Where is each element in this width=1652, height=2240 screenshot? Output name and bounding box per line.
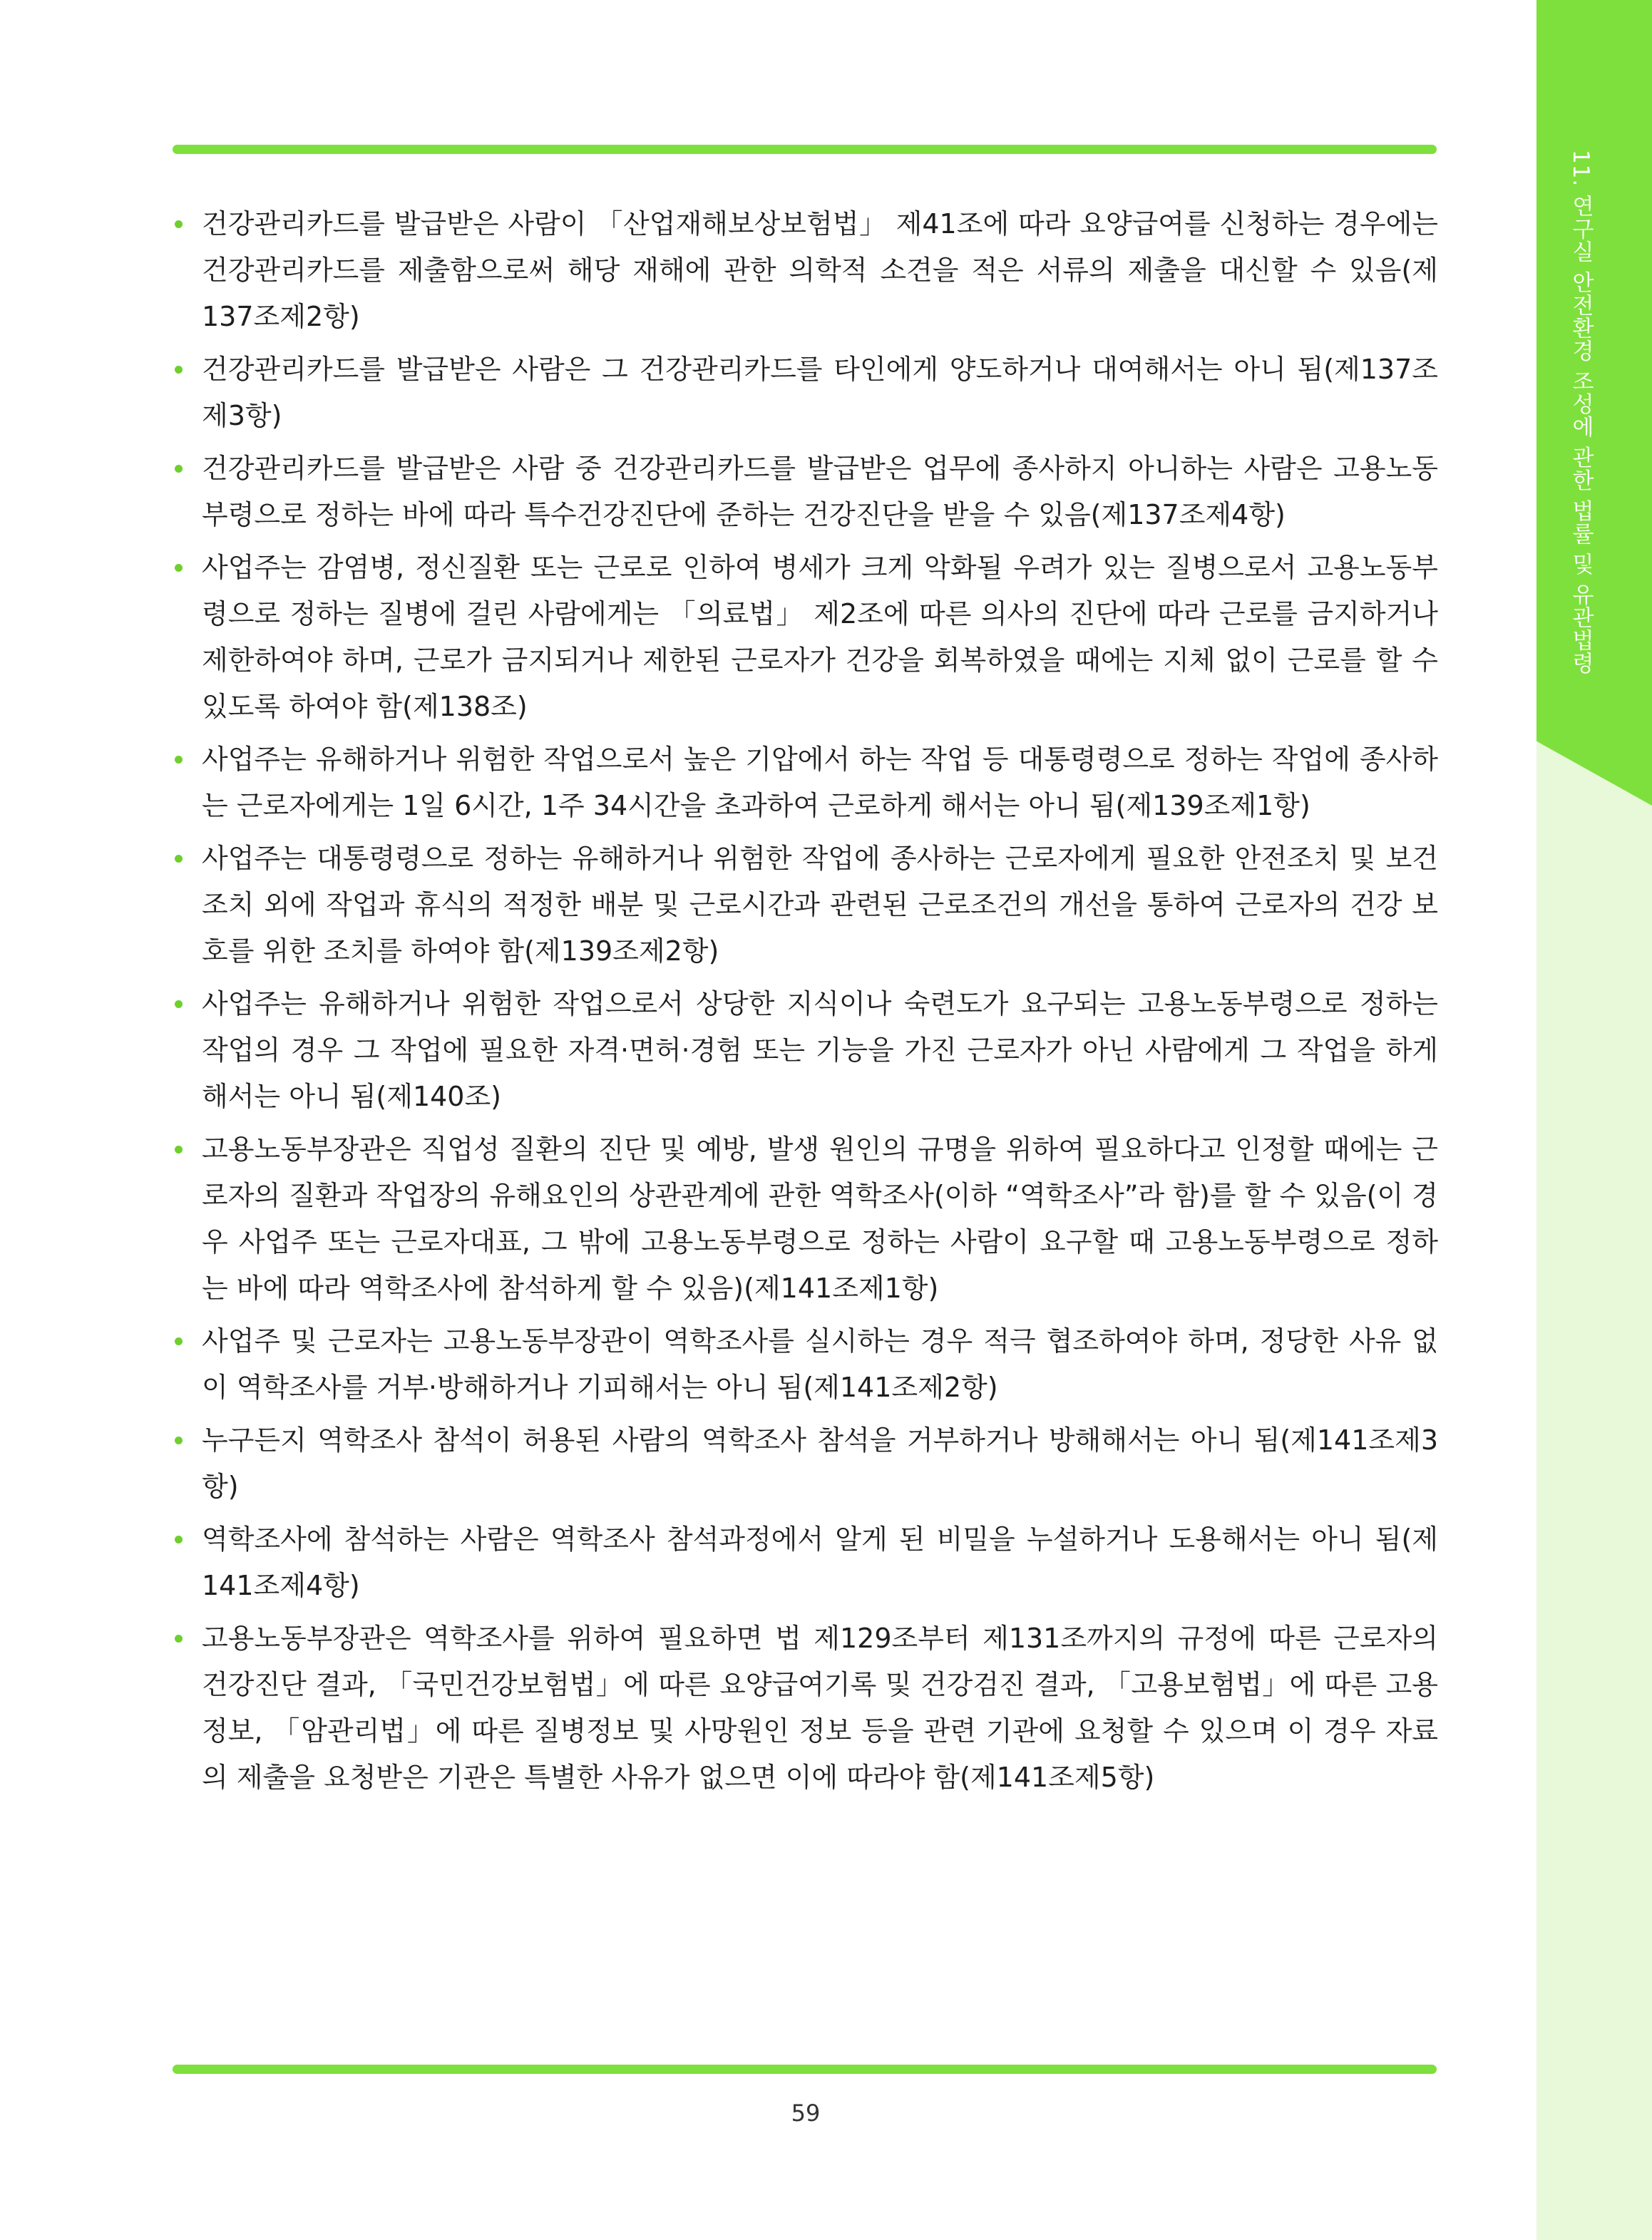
list-item-text: 건강관리카드를 발급받은 사람 중 건강관리카드를 발급받은 업무에 종사하지 아니하는 사람은 고용노동부령으로 정하는 바에 따라 특수건강진단에 준하는 건강진단을 받을 수 있음(제137조제4항): [202, 453, 1438, 530]
list-item: [175, 981, 1438, 1120]
list-item: [175, 545, 1438, 730]
bullet-icon: [175, 1000, 183, 1008]
list-item-text: 사업주 및 근로자는 고용노동부장관이 역학조사를 실시하는 경우 적극 협조하여야 하며, 정당한 사유 없이 역학조사를 거부·방해하거나 기피해서는 아니 됨(제141조제2항): [202, 1325, 1438, 1403]
list-item-text: 사업주는 유해하거나 위험한 작업으로서 상당한 지식이나 숙련도가 요구되는 고용노동부령으로 정하는 작업의 경우 그 작업에 필요한 자격·면허·경험 또는 기능을 가진 근로자가 아닌 사람에게 그 작업을 하게 해서는 아니 됨(제140조): [202, 988, 1438, 1112]
bullet-icon: [175, 465, 183, 473]
bullet-icon: [175, 564, 183, 572]
list-item-text: 누구든지 역학조사 참석이 허용된 사람의 역학조사 참석을 거부하거나 방해해서는 아니 됨(제141조제3항): [202, 1424, 1438, 1502]
bullet-icon: [175, 756, 183, 764]
list-item: [175, 1126, 1438, 1312]
bullet-icon: [175, 366, 183, 374]
list-item: [175, 836, 1438, 975]
chapter-section-title: 11. 연구실 안전환경 조성에 관한 법률 및 유관법령: [1568, 150, 1594, 675]
bullet-icon: [175, 855, 183, 863]
bullet-list: [175, 201, 1438, 1807]
top-divider: [173, 145, 1437, 154]
list-item-text: 건강관리카드를 발급받은 사람은 그 건강관리카드를 타인에게 양도하거나 대여해서는 아니 됨(제137조제3항): [202, 354, 1438, 431]
bottom-divider: [173, 2065, 1437, 2074]
list-item: [175, 201, 1438, 340]
list-item-text: 사업주는 감염병, 정신질환 또는 근로로 인하여 병세가 크게 악화될 우려가 있는 질병으로서 고용노동부령으로 정하는 질병에 걸린 사람에게는 「의료법」 제2조에 따른 의사의 진단에 따라 근로를 금지하거나 제한하여야 하며, 근로가 금지되거나 제한된 근로자가 건강을 회복하였을 때에는 지체 없이 근로를 할 수 있도록 하여야 함(제138조): [202, 552, 1438, 722]
bullet-icon: [175, 1635, 183, 1643]
bullet-icon: [175, 1437, 183, 1444]
bullet-icon: [175, 220, 183, 228]
bullet-icon: [175, 1337, 183, 1345]
bullet-icon: [175, 1146, 183, 1154]
list-item-text: 사업주는 유해하거나 위험한 작업으로서 높은 기압에서 하는 작업 등 대통령령으로 정하는 작업에 종사하는 근로자에게는 1일 6시간, 1주 34시간을 초과하여 근로하게 해서는 아니 됨(제139조제1항): [202, 744, 1438, 821]
list-item: [175, 1417, 1438, 1510]
page-number: 59: [791, 2100, 821, 2127]
list-item-text: 고용노동부장관은 역학조사를 위하여 필요하면 법 제129조부터 제131조까지의 규정에 따른 근로자의 건강진단 결과, 「국민건강보험법」에 따른 요양급여기록 및 건강검진 결과, 「고용보험법」에 따른 고용정보, 「암관리법」에 따른 질병정보 및 사망원인 정보 등을 관련 기관에 요청할 수 있으며 이 경우 자료의 제출을 요청받은 기관은 특별한 사유가 없으면 이에 따라야 함(제141조제5항): [202, 1623, 1438, 1793]
list-item-text: 고용노동부장관은 직업성 질환의 진단 및 예방, 발생 원인의 규명을 위하여 필요하다고 인정할 때에는 근로자의 질환과 작업장의 유해요인의 상관관계에 관한 역학조사(이하 “역학조사”라 함)를 할 수 있음(이 경우 사업주 또는 근로자대표, 그 밖에 고용노동부령으로 정하는 사람이 요구할 때 고용노동부령으로 정하는 바에 따라 역학조사에 참석하게 할 수 있음)(제141조제1항): [202, 1134, 1438, 1304]
list-item-text: 사업주는 대통령령으로 정하는 유해하거나 위험한 작업에 종사하는 근로자에게 필요한 안전조치 및 보건조치 외에 작업과 휴식의 적정한 배분 및 근로시간과 관련된 근로조건의 개선을 통하여 근로자의 건강 보호를 위한 조치를 하여야 함(제139조제2항): [202, 843, 1438, 967]
list-item: [175, 1318, 1438, 1411]
list-item: [175, 446, 1438, 538]
list-item-text: 역학조사에 참석하는 사람은 역학조사 참석과정에서 알게 된 비밀을 누설하거나 도용해서는 아니 됨(제141조제4항): [202, 1524, 1438, 1601]
list-item: [175, 346, 1438, 439]
bullet-icon: [175, 1536, 183, 1543]
list-item: [175, 1615, 1438, 1801]
list-item: [175, 1516, 1438, 1609]
list-item: [175, 736, 1438, 829]
list-item-text: 건강관리카드를 발급받은 사람이 「산업재해보상보험법」 제41조에 따라 요양급여를 신청하는 경우에는 건강관리카드를 제출함으로써 해당 재해에 관한 의학적 소견을 적은 서류의 제출을 대신할 수 있음(제137조제2항): [202, 208, 1438, 332]
